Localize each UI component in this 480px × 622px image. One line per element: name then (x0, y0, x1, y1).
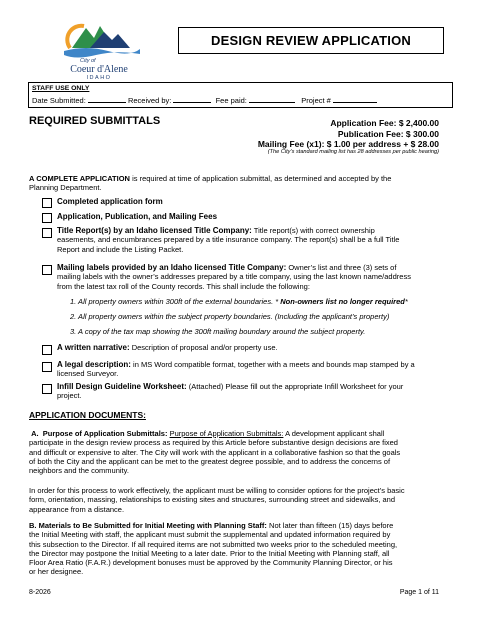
section-a-l3: and difficult or expensive to alter. The City will work with the applicant in a collaborative fashion so that the goals (29, 447, 401, 457)
fee-paid-label: Fee paid: (215, 96, 247, 105)
section-b-l6: or her designee. (29, 567, 84, 577)
logo-city-of: City of (80, 58, 96, 64)
paragraph-2 (29, 486, 459, 514)
footer-page-number: Page 1 of 11 (399, 589, 439, 596)
title-report-l2: easements, and encumbrances prepared by a title insurance company. The report(s) shall be a full Title (57, 235, 400, 245)
staff-use-heading: STAFF USE ONLY (32, 85, 90, 92)
mailing-fee-note: (The City’s standard mailing list has 28 addresses per public hearing) (267, 149, 439, 155)
section-a-l1: A development applicant shall (283, 429, 385, 438)
received-by-label: Received by: (127, 96, 172, 105)
intro-bold: A COMPLETE APPLICATION (29, 174, 130, 183)
item-narrative (57, 343, 278, 352)
section-a-l4: of both the City and the applicant can be met to the greatest degree possible, and to address the concerns of (29, 456, 391, 466)
checkbox-infill-worksheet[interactable] (42, 384, 52, 394)
section-a-l2: participate in the design review process as required by this Article before substantive design decisions are fixed (29, 438, 398, 448)
date-submitted-field[interactable] (88, 95, 126, 103)
item-fees: Application, Publication, and Mailing Fees (57, 212, 218, 221)
sub-item-1-c: * (404, 297, 408, 306)
section-a-underline: Purpose of Application Submittals: (169, 429, 284, 438)
narrative-rest: Description of proposal and/or property use. (129, 343, 278, 352)
mailing-fee: Mailing Fee (x1): $ 1.00 per address + $ 28.00 (257, 139, 439, 149)
application-fee: Application Fee: $ 2,400.00 (330, 118, 439, 128)
checkbox-completed-form[interactable] (42, 198, 52, 208)
publication-fee: Publication Fee: $ 300.00 (337, 129, 439, 139)
item-infill-worksheet (57, 382, 462, 401)
section-b-l3: this subsection to the Director. If all required items are not submitted two weeks prior to the scheduled meeting, (29, 539, 398, 549)
required-submittals-heading: REQUIRED SUBMITTALS (29, 115, 161, 127)
paragraph-2-l2: form, orientation, massing, relationships to existing sites and structures, surrounding street and sidewalks, and (29, 495, 396, 505)
checkbox-fees[interactable] (42, 213, 52, 223)
mailing-labels-label: Mailing labels provided by an Idaho licensed Title Company: (57, 263, 287, 272)
project-no-field[interactable] (333, 95, 377, 103)
section-b-l4: the Director may postpone the Initial Meeting to a later date. Prior to the Initial Meeting with Planning staff, all (29, 548, 390, 558)
application-documents-heading: APPLICATION DOCUMENTS: (29, 410, 146, 420)
title-report-l1: Title report(s) with correct ownership (251, 226, 375, 235)
section-b-l5: Floor Area Ratio (F.A.R.) development bonuses must be approved by the Community Planning Director, or his (29, 558, 393, 568)
mailing-labels-l3: from the latest tax roll of the County records. This shall include the following: (57, 281, 310, 291)
fee-paid-field[interactable] (249, 95, 295, 103)
narrative-label: A written narrative: (57, 343, 130, 352)
city-logo (56, 18, 142, 80)
checkbox-narrative[interactable] (42, 345, 52, 355)
sub-item-1-b: Non-owners list no longer required (280, 297, 405, 306)
item-completed-form: Completed application form (57, 197, 163, 206)
mailing-labels-l1: Owner’s list and three (3) sets of (286, 263, 397, 272)
infill-worksheet-l1: (Attached) Please fill out the appropriate Infill Worksheet for your (186, 382, 404, 391)
staff-use-box (28, 82, 453, 108)
section-b-l2: the Initial Meeting with staff, the applicant must submit the supplemental and updated information required by (29, 530, 391, 540)
footer-revision: 8-2026 (29, 589, 51, 596)
section-a-bold: A. Purpose of Application Submittals: (29, 429, 170, 438)
received-by-field[interactable] (173, 95, 211, 103)
item-title-report (57, 226, 462, 254)
mailing-labels-l2: mailing labels with the owner’s addresses prepared by a title company, using the last known name/address (57, 272, 411, 282)
sub-item-1 (70, 297, 408, 306)
legal-description-l2: licensed Surveyor. (57, 369, 119, 379)
sub-item-3: 3. A copy of the tax map showing the 300ft mailing boundary around the subject property. (70, 327, 366, 336)
intro-rest-2: Planning Department. (29, 183, 102, 193)
logo-city-name: Coeur d'Alene (70, 64, 128, 75)
checkbox-mailing-labels[interactable] (42, 265, 52, 275)
checkbox-legal-description[interactable] (42, 362, 52, 372)
project-no-label: Project # (301, 96, 331, 105)
section-a-l5: neighbors and the community. (29, 466, 129, 476)
title-report-label: Title Report(s) by an Idaho licensed Title Company: (57, 226, 252, 235)
item-legal-description (57, 360, 462, 379)
paragraph-2-l3: appearance from a distance. (29, 504, 125, 514)
intro-rest-1: is required at time of application submittal, as determined and accepted by the (129, 174, 392, 183)
infill-worksheet-l2: project. (57, 391, 82, 401)
legal-description-l1: in MS Word compatible format, together with a meets and bounds map stamped by a (130, 360, 415, 369)
checkbox-title-report[interactable] (42, 228, 52, 238)
date-submitted-label: Date Submitted: (32, 96, 86, 105)
intro-paragraph (29, 174, 459, 193)
sub-item-2: 2. All property owners within the subject property boundaries. (Including the applicant’s property) (70, 312, 390, 321)
legal-description-label: A legal description: (57, 360, 131, 369)
section-b-bold: B. Materials to Be Submitted for Initial Meeting with Planning Staff: (29, 521, 267, 530)
section-b-l1: Not later than fifteen (15) days before (266, 521, 394, 530)
title-report-l3: Report and include the Listing Packet. (57, 244, 184, 254)
infill-worksheet-label: Infill Design Guideline Worksheet: (57, 382, 187, 391)
section-b (29, 521, 459, 577)
city-logo-graphic (56, 18, 142, 62)
paragraph-2-l1: In order for this process to work effectively, the applicant must be willing to consider options for the project’s basic (29, 486, 405, 495)
section-a (29, 429, 459, 475)
item-mailing-labels (57, 263, 462, 291)
page-title: DESIGN REVIEW APPLICATION (178, 27, 444, 54)
logo-state: IDAHO (86, 75, 112, 81)
sub-item-1-a: 1. All property owners within 300ft of the external boundaries. * (70, 297, 281, 306)
